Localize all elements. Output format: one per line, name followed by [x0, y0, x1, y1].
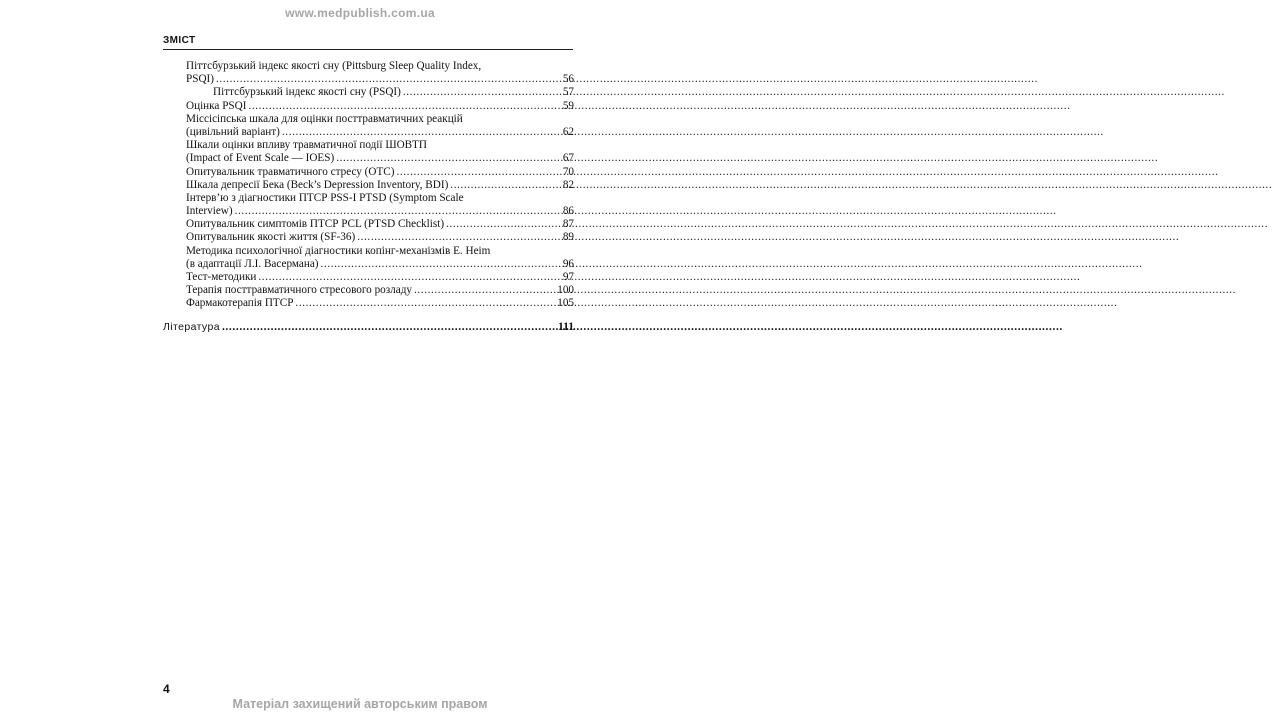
toc-entry-page: 97 [562, 271, 574, 283]
toc-entry-page: 70 [562, 165, 574, 178]
toc-entry-line [186, 113, 574, 126]
page-number: 4 [163, 682, 170, 696]
toc-entry-page: 59 [562, 99, 574, 112]
dot-leader [233, 205, 562, 218]
dot-leader [334, 152, 562, 165]
toc-entry-line [186, 231, 574, 244]
toc-entry[interactable] [186, 297, 574, 310]
toc-entry-page: 100 [557, 284, 574, 297]
toc-entry[interactable] [186, 192, 574, 218]
toc-entry-title: (в адаптації Л.І. Васермана) [186, 257, 319, 270]
dot-leader [401, 86, 562, 99]
toc-entry-line [186, 284, 574, 297]
dot-leader [280, 126, 562, 139]
toc-entry-line [213, 86, 574, 99]
dot-leader [256, 271, 561, 284]
toc-entry-page: 89 [562, 231, 574, 244]
toc-entry-line [186, 297, 574, 310]
toc-entry-line [186, 205, 574, 218]
watermark-url: www.medpublish.com.ua [285, 6, 435, 20]
toc-entry-title: Піттсбурзький індекс якості сну (Pittsburg Sleep Quality Index, [186, 60, 482, 72]
toc-entry-line [186, 218, 574, 231]
dot-leader [220, 320, 557, 334]
toc-entry[interactable] [186, 113, 574, 139]
toc-entry-line [186, 73, 574, 86]
toc-entry-page: 67 [562, 152, 574, 165]
toc-entry-line [186, 271, 574, 284]
running-head: ЗМІСТ [163, 35, 196, 46]
toc-entry-title: Методика психологічної діагностики копінг-механізмів Е. Heim [186, 244, 491, 257]
toc-entry-line [186, 179, 574, 192]
toc-entry-page: 56 [562, 73, 574, 86]
toc-entry-line [186, 60, 574, 73]
toc-entry-line [186, 139, 574, 152]
toc-entry[interactable] [186, 60, 574, 86]
toc-entry[interactable] [186, 231, 574, 244]
toc-entry-title: Шкали оцінки впливу травматичної події ШОВТП [186, 139, 427, 152]
toc-entry-line [186, 192, 574, 205]
toc-entry[interactable] [186, 86, 574, 99]
dot-leader [319, 258, 562, 271]
toc-entry-title: PSQI) [186, 73, 214, 86]
toc-entry-line [186, 152, 574, 165]
toc-entry-title: Опитувальник якості життя (SF-36) [186, 231, 356, 244]
dot-leader [355, 231, 562, 244]
toc-entry[interactable] [186, 179, 574, 192]
dot-leader [444, 218, 562, 231]
toc-entry[interactable] [186, 100, 574, 113]
toc-entry-page: 105 [557, 297, 574, 310]
toc-entry-title: Interview) [186, 205, 233, 218]
toc-entry-title: (Impact of Event Scale — IOES) [186, 152, 335, 165]
copyright-notice: Матеріал захищений авторським правом [232, 697, 488, 711]
toc-entry-line [186, 126, 574, 139]
dot-leader [246, 100, 561, 113]
toc-entry-title: Фармакотерапія ПТСР [186, 297, 294, 310]
toc-entry-line [186, 100, 574, 113]
header-rule [163, 49, 573, 50]
dot-leader [394, 166, 561, 179]
toc-entry-line [186, 166, 574, 179]
toc-entry-title: Опитувальник травматичного стресу (ОТС) [186, 165, 395, 178]
toc-entry-line [186, 258, 574, 271]
toc-entry-title: (цивільний варіант) [186, 125, 280, 138]
toc-entry-literature-label: Література [163, 321, 220, 333]
toc-entry[interactable] [186, 284, 574, 297]
toc-entry-title: Опитувальник симптомів ПТСР PCL (PTSD Checklist) [186, 218, 445, 231]
toc-entry[interactable] [186, 271, 574, 284]
toc-entry-title: Інтерв’ю з діагностики ПТСР PSS-I PTSD (Symptom Scale [186, 191, 464, 204]
table-of-contents [186, 60, 574, 311]
toc-entry-title: Шкала депресії Бека (Beck’s Depression Inventory, BDI) [186, 178, 449, 191]
toc-entry-page: 62 [562, 125, 574, 138]
toc-entry[interactable] [186, 166, 574, 179]
toc-entry-title: Тест-методики [186, 271, 257, 283]
toc-entry-page: 82 [562, 178, 574, 191]
toc-entry-page: 57 [562, 86, 574, 99]
dot-leader [448, 179, 562, 192]
toc-entry-literature-page: 111 [558, 321, 574, 333]
toc-entry-title: Піттсбурзький індекс якості сну (PSQI) [213, 86, 401, 99]
toc-entry-title: Міссісіпська шкала для оцінки посттравматичних реакцій [186, 112, 463, 125]
toc-entry-title: Оцінка PSQI [186, 99, 247, 112]
toc-entry[interactable] [186, 218, 574, 231]
toc-entry-page: 96 [562, 257, 574, 270]
toc-entry-literature[interactable] [163, 320, 574, 333]
toc-entry[interactable] [186, 245, 574, 271]
toc-entry-page: 87 [562, 218, 574, 231]
dot-leader [412, 284, 556, 297]
toc-entry[interactable] [186, 139, 574, 165]
toc-entry-title: Терапія посттравматичного стресового розладу [186, 284, 413, 297]
toc-entry-line [186, 245, 574, 258]
dot-leader [293, 297, 556, 310]
dot-leader [214, 73, 562, 86]
toc-entry-page: 86 [562, 205, 574, 218]
